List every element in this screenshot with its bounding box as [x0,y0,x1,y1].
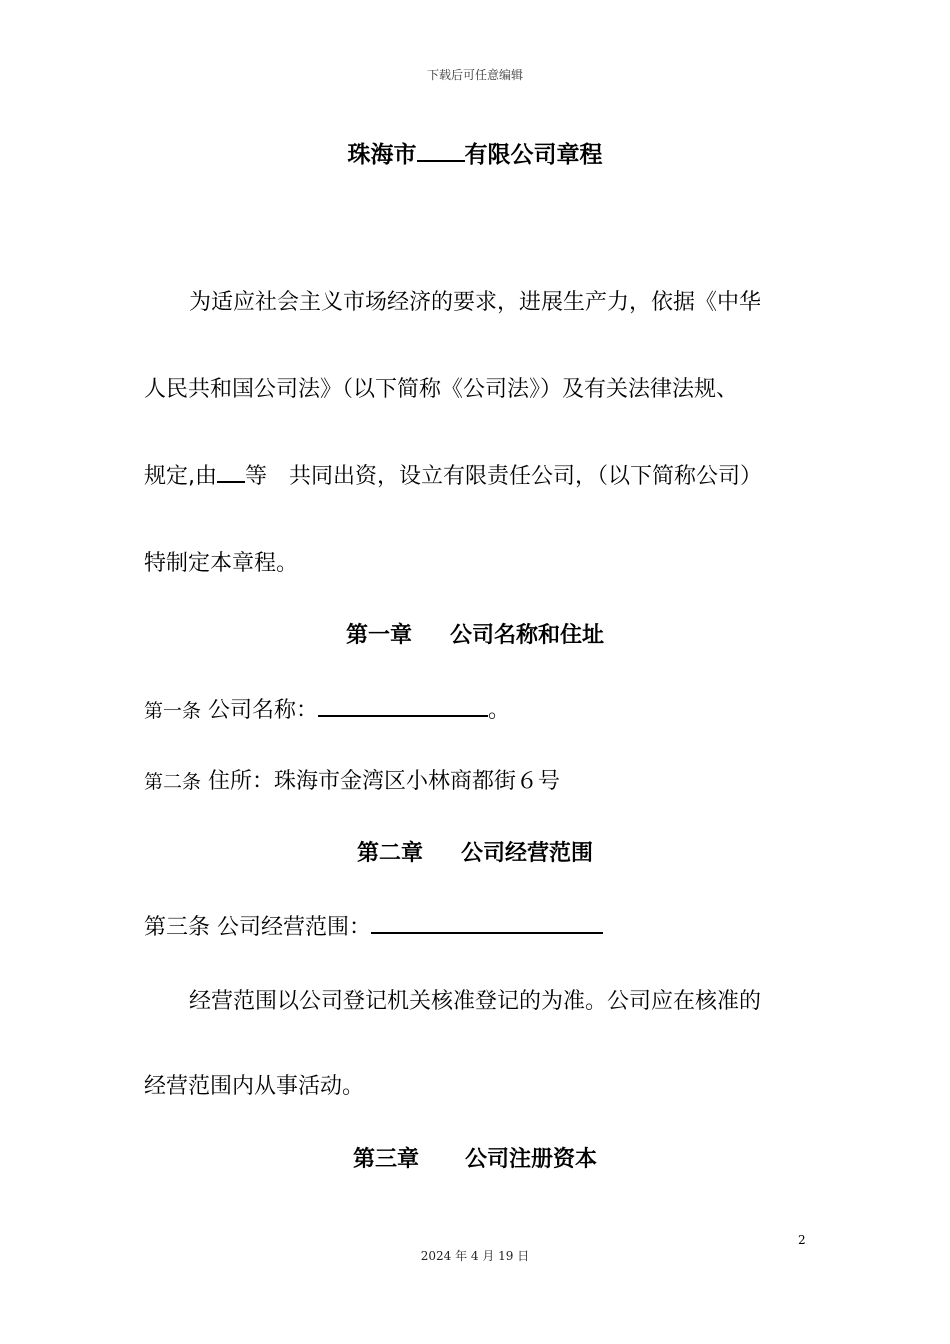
chapter-1-heading [0,618,950,649]
chapter-1-name: 公司名称和住址 [450,623,605,648]
preamble-line-4: 特制定本章程。 [144,551,299,576]
business-scope-blank [371,914,603,934]
article-1 [144,693,510,724]
chapter-1-number: 第一章 [345,623,412,648]
preamble-blank [217,463,245,483]
article-2-text: 住所：珠海市金湾区小林商都街６号 [208,769,561,794]
article-1-text: 公司名称： [208,698,319,723]
article-1-end: 。 [488,698,511,723]
article-2 [144,764,560,795]
chapter-2-number: 第二章 [356,841,423,866]
chapter-2-heading [0,836,950,867]
company-name-blank [318,697,488,717]
preamble-line-1: 为适应社会主义市场经济的要求，进展生产力，依据《中华 [189,290,762,315]
chapter-2-name: 公司经营范围 [461,841,594,866]
article-3-text: 公司经营范围： [217,915,372,940]
preamble-line-2: 人民共和国公司法》（以下简称《公司法》）及有关法律法规、 [144,377,739,402]
footer-date: 2024 年 4 月 19 日 [420,1249,530,1263]
header-note: 下载后可任意编辑 [426,68,523,82]
article-3 [144,910,603,941]
preamble-line-3a: 规定,由 [144,464,217,489]
scope-line-2: 经营范围内从事活动。 [144,1074,365,1099]
chapter-3-number: 第三章 [352,1147,419,1172]
title-suffix: 有限公司章程 [464,142,603,168]
chapter-3-name: 公司注册资本 [465,1147,598,1172]
chapter-3-heading [0,1142,950,1173]
preamble-line-3 [144,459,762,490]
title-blank [417,142,465,162]
title-prefix: 珠海市 [347,142,417,168]
preamble-line-3b: 等 共同出资，设立有限责任公司，（以下简称公司） [245,464,763,489]
page-title [0,136,950,169]
scope-line-1: 经营范围以公司登记机关核准登记的为准。公司应在核准的 [189,989,762,1014]
page-number: 2 [798,1233,806,1247]
article-1-label: 第一条 [144,700,202,722]
article-3-label: 第三条 [144,915,211,940]
article-2-label: 第二条 [144,771,202,793]
